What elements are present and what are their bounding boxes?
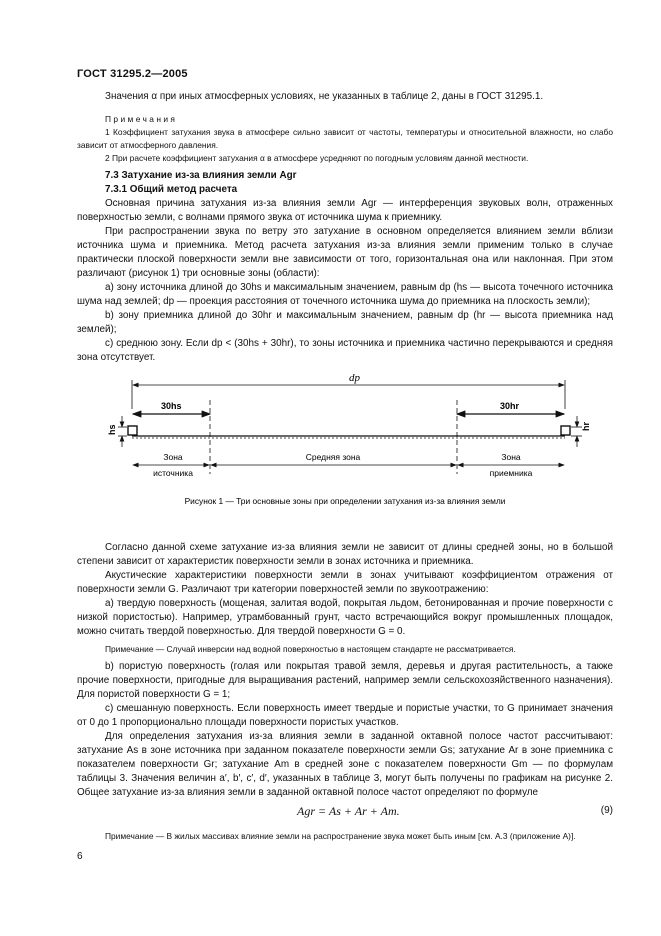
- notes-heading: Примечания: [105, 114, 178, 124]
- list-item-b: b) зону приемника длиной до 30hr и максимальным значением, равным dp (hr — высота приемника над землей);: [77, 310, 613, 335]
- hs-label: hs: [107, 424, 117, 435]
- zone-middle-label: Средняя зона: [305, 452, 361, 462]
- intro-paragraph: Значения α при иных атмосферных условиях, не указанных в таблице 2, даны в ГОСТ 31295.1.: [105, 91, 544, 102]
- receiver-point-icon: [561, 426, 570, 435]
- note-item-2: 2 При расчете коэффициент затухания α в атмосфере усредняют по погодным условиям данной местности.: [105, 153, 529, 163]
- note-inversion: Примечание — Случай инверсии над водной поверхностью в настоящем стандарте не рассматривается.: [105, 644, 516, 654]
- page-number: 6: [77, 851, 83, 862]
- list-item-c2: с) смешанную поверхность. Если поверхность имеет твердые и пористые участки, то G принимает значения от 0 до 1 пропорционально площади поверхности пористых участков.: [77, 703, 613, 728]
- source-point-icon: [128, 426, 137, 435]
- formula-number: (9): [600, 805, 613, 816]
- zone-source-label-1: Зона: [163, 452, 183, 462]
- section-heading-7-3: 7.3 Затухание из-за влияния земли Agr: [105, 170, 297, 181]
- figure-caption: Рисунок 1 — Три основные зоны при определении затухания из-за влияния земли: [184, 496, 506, 506]
- list-item-c: с) среднюю зону. Если dp < (30hs + 30hr), то зоны источника и приемника частично перекрываются и средняя зона отсутствует.: [77, 338, 613, 363]
- list-item-a: а) зону источника длиной до 30hs и максимальным значением, равным dp (hs — высота точечного источника шума над землей; dp — проекция расстояния от точечного источника шума до приемника на плоскость земли);: [77, 282, 613, 307]
- formula-expression: Agr = As + Ar + Am.: [297, 804, 400, 818]
- paragraph-4: Акустические характеристики поверхности земли в зонах учитывают коэффициентом отражения от поверхности земли G. Различают три категории поверхностей земли по звукоотражению:: [77, 570, 613, 595]
- zone-receiver-label-2: приемника: [489, 468, 533, 478]
- note-item-1: 1 Коэффициент затухания звука в атмосфере сильно зависит от частоты, температуры и относительной влажности, но слабо зависит от атмосферного давления.: [77, 127, 613, 150]
- document-header: ГОСТ 31295.2—2005: [77, 68, 188, 80]
- section-heading-7-3-1: 7.3.1 Общий метод расчета: [105, 184, 238, 195]
- zones-diagram: [77, 369, 613, 541]
- zone-receiver-label-1: Зона: [501, 452, 521, 462]
- 30hs-label: 30hs: [161, 401, 182, 411]
- 30hr-label: 30hr: [500, 401, 520, 411]
- list-item-b2: b) пористую поверхность (голая или покрытая травой земля, деревья и другая растительность, а также прочие поверхности, пригодные для выращивания растений, например земли сельскохозяйственного назначения). Для пористой поверхности G = 1;: [77, 661, 613, 700]
- hr-label: hr: [581, 422, 591, 431]
- paragraph-3: Согласно данной схеме затухание из-за влияния земли не зависит от длины средней зоны, но в большой степени зависит от характеристик поверхности земли в зонах источника и приемника.: [77, 542, 613, 567]
- figure-1: [77, 369, 613, 569]
- list-item-a2: а) твердую поверхность (мощеная, залитая водой, покрытая льдом, бетонированная и прочие поверхности с низкой пористостью). Например, утрамбованный грунт, часто встречающийся вокруг промышленных площадок, можно считать твердой поверхностью. Для твердой поверхности G = 0.: [77, 598, 613, 637]
- paragraph-5: Для определения затухания из-за влияния земли в заданной октавной полосе частот рассчитывают: затухание As в зоне источника при заданном показателе поверхности земли Gs; затухание Ar в зоне приемника с показателем поверхности Gr; затухание Am в средней зоне с показателем поверхности Gm — по формулам таблицы 3. Значения величин a′, b′, c′, d′, указанных в таблице 3, могут быть получены по графикам на рисунке 2. Общее затухание из-за влияния земли в заданной октавной полосе частот определяют по формуле: [77, 731, 613, 798]
- zone-source-label-2: источника: [153, 468, 193, 478]
- formula-9: [77, 800, 613, 822]
- paragraph-1: Основная причина затухания из-за влияния земли Agr — интерференция звуковых волн, отраженных поверхностью земли, с волнами прямого звука от источника шума к приемнику.: [77, 198, 613, 223]
- dp-label: dp: [349, 372, 360, 384]
- paragraph-2: При распространении звука по ветру это затухание в основном определяется влиянием земли вблизи источника шума и приемника. Метод расчета затухания из-за влияния земли применим только в случае практически плоской поверхности земли вне зависимости от того, горизонтальная она или наклонная. При этом различают (рисунок 1) три основные зоны (области):: [77, 226, 613, 279]
- note-residential: Примечание — В жилых массивах влияние земли на распространение звука может быть иным [см. А.3 (приложение А)].: [105, 831, 576, 841]
- page-body: [77, 90, 613, 843]
